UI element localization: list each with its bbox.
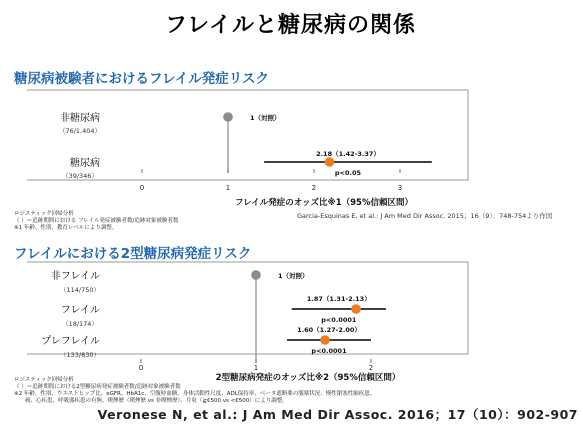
chart2-note-4: 癌、心疾患、呼吸器疾患の有無、喫煙歴（喫煙歴 vs 非喫煙歴）、月収（≧€500 vs <€500）により調整。 bbox=[14, 398, 288, 404]
chart1-row-2-count: （39/346） bbox=[62, 172, 98, 180]
slide-title: フレイルと糖尿病の関係 bbox=[164, 13, 417, 38]
chart2-row-3-count: （133/830） bbox=[59, 351, 101, 359]
main-citation: Veronese N, et al.: J Am Med Dir Assoc. 2016；17（10）：902-907 bbox=[97, 407, 578, 422]
chart2-row-2-count: （18/174） bbox=[62, 320, 98, 328]
chart1-citation: Garcia-Esquinas E, et al.: J Am Med Dir Assoc. 2015；16（9）：748-754より作図 bbox=[297, 212, 553, 220]
chart1-row-1-point bbox=[223, 112, 233, 122]
chart1-tick-label-3: 3 bbox=[397, 184, 403, 192]
chart1-note-2: （ ）＝追跡期間における フレイル発症被験者数/追跡対象被験者数 bbox=[14, 218, 179, 224]
chart2-note-1: ロジスティック回帰分析 bbox=[14, 377, 74, 383]
chart2-row-2-label: フレイル bbox=[60, 305, 100, 316]
chart1-x-axis-label: フレイル発症のオッズ比※1（95%信頼区間） bbox=[234, 198, 414, 208]
chart1-title: 糖尿病被験者におけるフレイル発症リスク bbox=[14, 71, 270, 87]
chart2-note-3: ※2 年齢、性別、ウエストヒップ比、eGFR、HbA1c、空腹時血糖、身体活動性尺度、ADL保持率、ベータ遮断薬の服薬状況、慢性閉塞性肺疾患、 bbox=[14, 391, 376, 397]
chart2-row-3-label: プレフレイル bbox=[41, 336, 100, 347]
chart1-row-1-count: （76/1,404） bbox=[58, 127, 102, 135]
chart2-note-2: （ ）＝追跡期間における2型糖尿病発症被験者数/追跡対象被験者数 bbox=[14, 384, 181, 390]
chart2-row-3-point bbox=[320, 335, 330, 345]
chart2-row-2-p-value: p<0.0001 bbox=[321, 316, 357, 324]
chart2-tick-label-2: 2 bbox=[368, 364, 374, 372]
chart1-row-2-p-value: p<0.05 bbox=[334, 169, 362, 177]
chart2-title: フレイルにおける2型糖尿病発症リスク bbox=[14, 246, 252, 262]
chart2-tick-label-1: 1 bbox=[253, 364, 259, 372]
chart1-row-1-label: 非糖尿病 bbox=[60, 113, 100, 124]
chart1-note-1: ロジスティック回帰分析 bbox=[14, 211, 74, 217]
chart2-x-axis-label: 2型糖尿病発症のオッズ比※2（95%信頼区間） bbox=[215, 373, 401, 383]
chart2-row-3-ci-text: 1.60（1.27-2.00） bbox=[297, 326, 361, 334]
chart2-row-1-ci-text: 1（対照） bbox=[278, 272, 309, 280]
chart2-row-1-point bbox=[251, 270, 261, 280]
chart1-tick-label-0: 0 bbox=[139, 184, 145, 192]
chart2-row-1-count: （114/750） bbox=[59, 286, 101, 294]
chart1-note-3: ※1 年齢、性別、教育レベルにより調整。 bbox=[14, 225, 118, 231]
chart1-row-2-point bbox=[325, 157, 335, 167]
chart1-row-1-ci-text: 1（対照） bbox=[250, 114, 281, 122]
chart2-row-2-point bbox=[351, 304, 361, 314]
chart1-tick-label-2: 2 bbox=[311, 184, 317, 192]
chart2-row-2-ci-text: 1.87（1.31-2.13） bbox=[306, 295, 371, 303]
chart1-tick-label-1: 1 bbox=[225, 184, 231, 192]
chart1-row-2-ci-text: 2.18（1.42-3.37） bbox=[316, 150, 380, 158]
chart2-tick-label-0: 0 bbox=[138, 364, 144, 372]
chart2-row-3-p-value: p<0.0001 bbox=[311, 347, 347, 355]
chart2-row-1-label: 非フレイル bbox=[50, 271, 100, 282]
chart1-row-2-label: 糖尿病 bbox=[70, 158, 100, 169]
